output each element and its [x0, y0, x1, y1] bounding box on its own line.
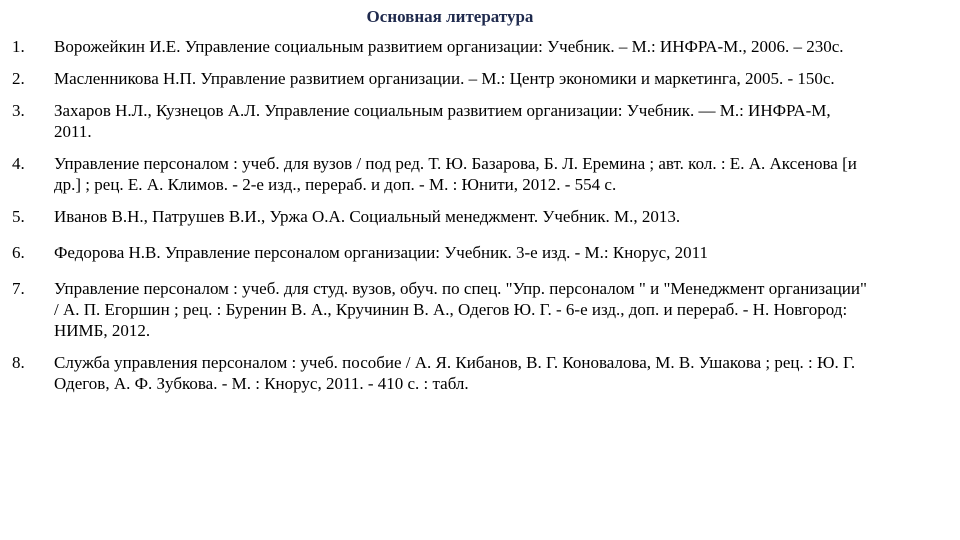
- item-number: 4.: [12, 154, 25, 173]
- item-text: Управление персоналом : учеб. для студ. вузов, обуч. по спец. "Упр. персоналом " и "Менеджмент организации" / А. П. Егоршин ; рец. : Буренин В. А., Кручинин В. А., Одегов Ю. Г. - 6-е изд., доп. и перераб. - Н. Новгород: НИМБ, 2012.: [54, 279, 867, 340]
- item-text: Ворожейкин И.Е. Управление социальным развитием организации: Учебник. – М.: ИНФРА-М., 2006. – 230с.: [54, 37, 844, 56]
- page-title: Основная литература: [366, 7, 534, 26]
- list-item: [12, 206, 912, 227]
- item-number: 3.: [12, 101, 25, 120]
- item-text: Захаров Н.Л., Кузнецов А.Л. Управление социальным развитием организации: Учебник. — М.: ИНФРА-М, 2011.: [54, 101, 831, 141]
- list-item: [12, 352, 912, 394]
- item-number: 2.: [12, 69, 25, 88]
- item-number: 7.: [12, 279, 25, 298]
- item-text: Иванов В.Н., Патрушев В.И., Уржа О.А. Социальный менеджмент. Учебник. М., 2013.: [54, 207, 681, 226]
- reference-list: [12, 36, 912, 404]
- item-text: Управление персоналом : учеб. для вузов / под ред. Т. Ю. Базарова, Б. Л. Еремина ; авт. кол. : Е. А. Аксенова [и др.] ; рец. Е. А. Климов. - 2-е изд., перераб. и доп. - М. : Юнити, 2012. - 554 с.: [54, 154, 857, 194]
- item-text: Служба управления персоналом : учеб. пособие / А. Я. Кибанов, В. Г. Коновалова, М. В. Ушакова ; рец. : Ю. Г. Одегов, А. Ф. Зубкова. - М. : Кнорус, 2011. - 410 с. : табл.: [54, 353, 856, 393]
- list-item: [12, 36, 912, 57]
- item-text: Федорова Н.В. Управление персоналом организации: Учебник. 3-е изд. - М.: Кнорус, 2011: [54, 243, 708, 262]
- item-number: 5.: [12, 207, 25, 226]
- list-item: [12, 68, 912, 89]
- list-item: [12, 153, 912, 195]
- item-number: 6.: [12, 243, 25, 262]
- list-item: [12, 100, 912, 142]
- item-number: 8.: [12, 353, 25, 372]
- item-text: Масленникова Н.П. Управление развитием организации. – М.: Центр экономики и маркетинга, 2005. - 150с.: [54, 69, 835, 88]
- list-item: [12, 242, 912, 263]
- list-item: [12, 278, 912, 341]
- item-number: 1.: [12, 37, 25, 56]
